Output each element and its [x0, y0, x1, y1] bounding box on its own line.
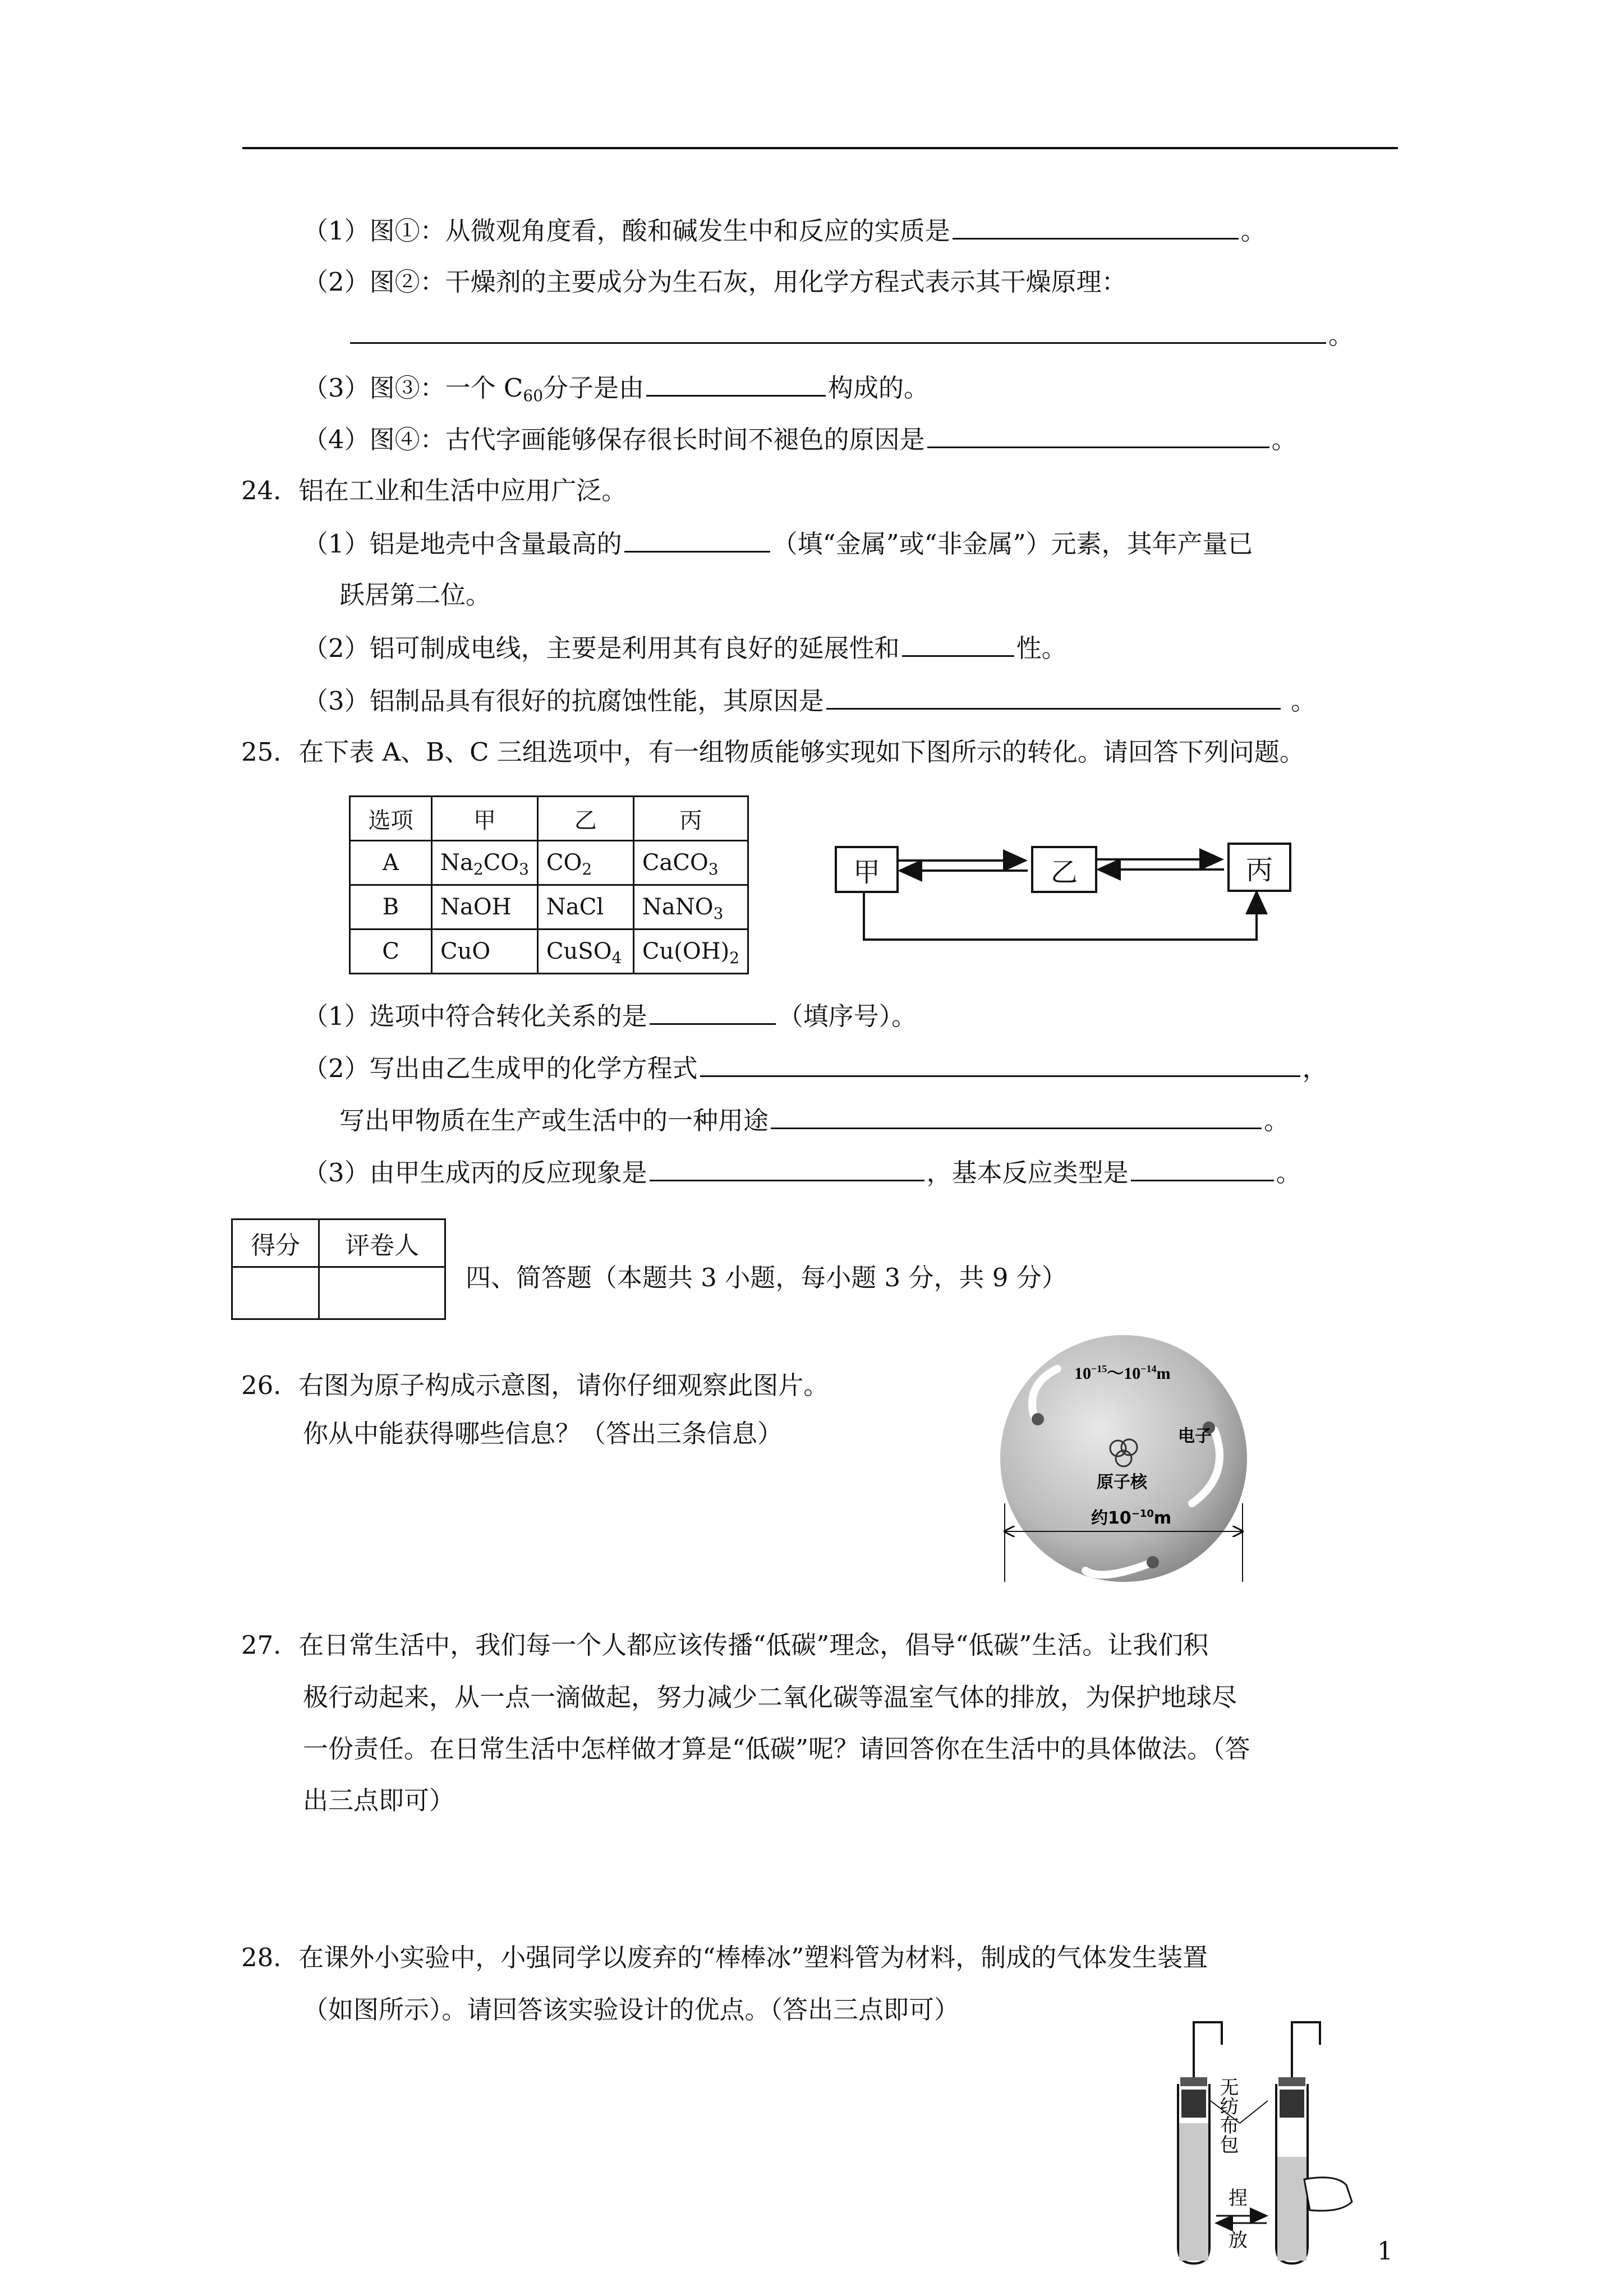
option-label: B — [350, 885, 432, 930]
table-row — [350, 841, 748, 885]
arrow-jia-to-bing — [864, 887, 1257, 940]
q28-line-2: （如图所示）。请回答该实验设计的优点。（答出三点即可） — [303, 1995, 960, 2024]
diagram-box-bing: 丙 — [1227, 843, 1291, 892]
option-label: C — [350, 930, 432, 974]
q26-line-2: 你从中能获得哪些信息？（答出三条信息） — [303, 1419, 783, 1448]
table-header-cell: 乙 — [537, 797, 633, 841]
q25-item-2-use: 写出甲物质在生产或生活中的一种用途 。 — [339, 1103, 1289, 1138]
table-header-cell: 甲 — [432, 797, 538, 841]
release-label: 放 — [1229, 2229, 1248, 2252]
table-header-cell: 丙 — [633, 797, 748, 841]
electron-dot — [1147, 1556, 1159, 1568]
q23-item-2: （2）图②：干燥剂的主要成分为生石灰，用化学方程式表示其干燥原理： — [303, 267, 1127, 297]
q25-item-2: （2）写出由乙生成甲的化学方程式 ， — [303, 1051, 1328, 1085]
nucleus-label: 原子核 — [1097, 1473, 1147, 1492]
table-row — [350, 930, 748, 974]
grader-label: 评卷人 — [319, 1220, 445, 1267]
score-entry-cell[interactable] — [232, 1267, 319, 1319]
right-stopper — [1278, 2077, 1305, 2086]
hand-icon — [1304, 2178, 1352, 2211]
q27-line-4: 出三点即可） — [303, 1786, 455, 1815]
table-cell: NaNO$_3$ — [633, 885, 748, 930]
answer-blank[interactable] — [927, 422, 1269, 448]
q24-item-3: （3）铝制品具有很好的抗腐蚀性能，其原因是 。 — [303, 683, 1316, 718]
table-cell: CuSO$_4$ — [537, 930, 633, 974]
table-cell: CaCO$_3$ — [633, 841, 748, 885]
electron-label: 电子 — [1178, 1427, 1212, 1446]
table-cell: $Na_2CO_3$ — [432, 841, 538, 885]
q25-title: 25．在下表 A、B、C 三组选项中，有一组物质能够实现如下图所示的转化。请回答下列问题。 — [241, 737, 1305, 767]
score-label: 得分 — [232, 1220, 319, 1267]
q23-item-3: （3）图③：一个 $C_{60}$分子是由 构成的。 — [303, 370, 929, 405]
answer-blank[interactable] — [826, 683, 1281, 710]
fabric-bag-label: 无纺布包 — [1216, 2077, 1239, 2154]
q24-title: 24．铝在工业和生活中应用广泛。 — [241, 476, 627, 505]
q27-line-1: 27．在日常生活中，我们每一个人都应该传播“低碳”理念，倡导“低碳”生活。让我们积 — [241, 1630, 1209, 1660]
answer-blank[interactable] — [902, 631, 1014, 657]
nucleus-scale-label: $10^{-15}\sim 10^{-14}m$ — [1074, 1363, 1171, 1383]
right-delivery-tube — [1292, 2022, 1320, 2084]
table-header-row — [350, 797, 748, 841]
right-fabric-bag — [1280, 2090, 1304, 2118]
electron-dot — [1032, 1413, 1044, 1425]
page-number: 1 — [1377, 2237, 1393, 2266]
left-liquid — [1179, 2123, 1208, 2261]
answer-blank[interactable] — [1131, 1155, 1274, 1181]
grader-entry-cell[interactable] — [319, 1267, 445, 1319]
gas-generator-figure — [1156, 2011, 1369, 2275]
table-row — [350, 885, 748, 930]
q24-item-1-cont: 跃居第二位。 — [339, 580, 491, 610]
q26-line-1: 26．右图为原子构成示意图，请你仔细观察此图片。 — [241, 1370, 829, 1400]
q23-item-2-answer: 。 — [348, 318, 1354, 352]
diagram-box-yi: 乙 — [1031, 846, 1097, 893]
left-delivery-tube — [1194, 2022, 1222, 2084]
answer-blank[interactable] — [953, 213, 1239, 240]
left-fabric-bag — [1181, 2090, 1206, 2118]
squeeze-label: 捏 — [1229, 2187, 1248, 2210]
q25-options-table — [349, 795, 749, 974]
table-cell: NaOH — [432, 885, 538, 930]
table-cell: CuO — [432, 930, 538, 974]
table-cell: NaCl — [537, 885, 633, 930]
section-4-title: 四、简答题（本题共 3 小题，每小题 3 分，共 9 分） — [466, 1263, 1067, 1292]
option-label: A — [350, 841, 432, 885]
answer-blank[interactable] — [650, 1155, 924, 1181]
q24-item-1: （1）铝是地壳中含量最高的 （填“金属”或“非金属”）元素，其年产量已 — [303, 526, 1253, 561]
answer-blank[interactable] — [650, 999, 776, 1025]
q25-item-1: （1）选项中符合转化关系的是 （填序号）。 — [303, 999, 917, 1033]
q27-line-3: 一份责任。在日常生活中怎样做才算是“低碳”呢？请回答你在生活中的具体做法。（答 — [303, 1734, 1250, 1764]
q23-item-1: （1）图①：从微观角度看，酸和碱发生中和反应的实质是 。 — [303, 213, 1266, 248]
answer-blank[interactable] — [646, 370, 826, 397]
q24-item-2: （2）铝可制成电线，主要是利用其有良好的延展性和 性。 — [303, 631, 1067, 665]
table-cell: $Cu(OH)_2$ — [633, 930, 748, 974]
answer-blank[interactable] — [350, 318, 1326, 344]
left-stopper — [1180, 2077, 1207, 2086]
answer-blank[interactable] — [771, 1103, 1262, 1129]
right-liquid — [1277, 2157, 1306, 2261]
table-header-cell: 选项 — [350, 797, 432, 841]
atom-size-label: 约$10^{-10}m$ — [1091, 1508, 1172, 1528]
q27-line-2: 极行动起来，从一点一滴做起，努力减少二氧化碳等温室气体的排放，为保护地球尽 — [303, 1682, 1237, 1712]
score-table — [231, 1218, 446, 1320]
q23-item-4: （4）图④：古代字画能够保存很长时间不褪色的原因是 。 — [303, 422, 1297, 457]
q28-line-1: 28．在课外小实验中，小强同学以废弃的“棒棒冰”塑料管为材料，制成的气体发生装置 — [241, 1943, 1208, 1972]
header-rule — [242, 147, 1398, 149]
diagram-box-jia: 甲 — [835, 846, 899, 893]
answer-blank[interactable] — [700, 1051, 1300, 1077]
atom-structure-figure — [990, 1335, 1271, 1593]
q25-item-3: （3）由甲生成丙的反应现象是 ，基本反应类型是 。 — [303, 1155, 1301, 1190]
table-cell: $CO_2$ — [537, 841, 633, 885]
answer-blank[interactable] — [624, 526, 770, 553]
